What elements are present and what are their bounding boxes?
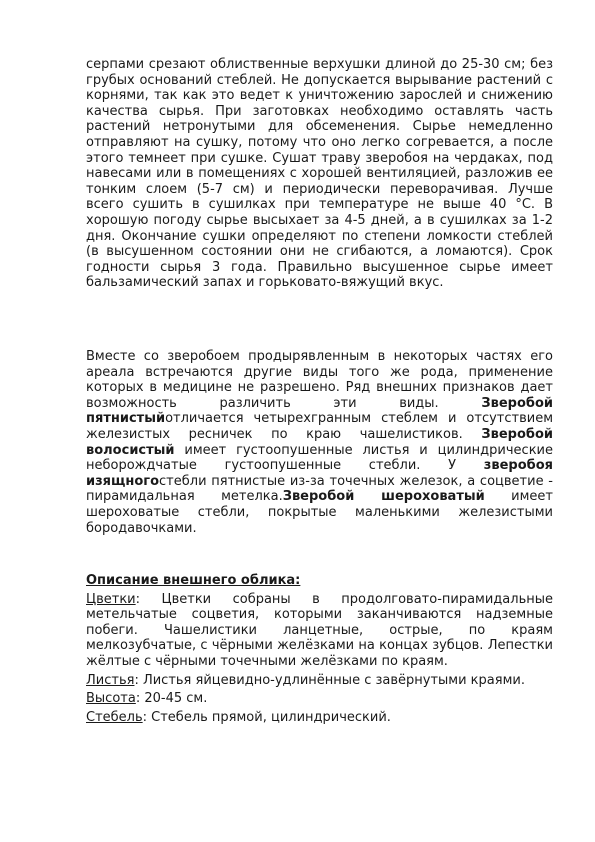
species-name-2: Зверобой волосистый — [86, 426, 553, 458]
species-text-2: имеет густоопушенные листья и цилиндрические неборождчатые густоопушенные стебли. У — [86, 442, 553, 474]
species-text-1: отличается четырехгранным стеблем и отсутствием железистых ресничек по краю чашелистиков. — [86, 411, 553, 442]
species-name-1: Зверобой пятнистый — [86, 395, 553, 427]
paragraph-harvesting — [86, 57, 553, 291]
leaves-label: Листья — [86, 672, 135, 688]
description-flowers — [86, 592, 553, 670]
species-intro: Вместе со зверобоем продырявленным в некоторых частях его ареала встречаются другие виды того же рода, применение которых в медицине не разрешено. Ряд внешних признаков дает возможность различить эти виды. — [86, 349, 553, 411]
height-label: Высота — [86, 691, 136, 707]
species-text-3: стебли пятнистые из-за точечных железок, а соцветие - пирамидальная метелка. — [86, 473, 553, 505]
description-heading: Описание внешнего облика: — [86, 573, 301, 588]
paragraph-similar-species — [86, 349, 553, 536]
flowers-label: Цветки — [86, 591, 136, 607]
stem-text: : Стебель прямой, цилиндрический. — [142, 709, 391, 725]
flowers-text: : Цветки собраны в продолговато-пирамидальные метельчатые соцветия, которыми заканчиваются надземные побеги. Чашелистики ланцетные, острые, по краям мелкозубчатые, с чёрными желёзками на концах зубцов. Лепестки жёлтые с чёрными точечными желёзками по краям. — [86, 591, 553, 669]
species-text-4: имеет шероховатые стебли, покрытые маленькими железистыми бородавочками. — [86, 489, 553, 536]
description-section — [86, 573, 553, 728]
stem-label: Стебель — [86, 709, 143, 725]
species-name-4: Зверобой шероховатый — [282, 489, 485, 505]
paragraph-harvesting-text: серпами срезают облиственные верхушки длиной до 25-30 см; без грубых оснований стеблей. Не допускается вырывание растений с корнями, так как это ведет к уничтожению зарослей и снижению качества сырья. При заготовках необходимо оставлять часть растений нетронутыми для обсеменения. Сырье немедленно отправляют на сушку, потому что оно легко согревается, а после этого темнеет при сушке. Сушат траву зверобоя на чердаках, под навесами или в помещениях с хорошей вентиляцией, разложив ее тонким слоем (5-7 см) и периодически переворачивая. Лучше всего сушить в сушилках при температуре не выше 40 °С. В хорошую погоду сырье высыхает за 4-5 дней, а в сушилках за 1-2 дня. Окончание сушки определяют по степени ломкости стеблей (в высушенном состоянии они не сгибаются, а ломаются). Срок годности сырья 3 года. Правильно высушенное сырье имеет бальзамический запах и горьковато-вяжущий вкус. — [86, 57, 553, 291]
description-stem — [86, 710, 553, 726]
height-text: : 20-45 см. — [135, 691, 208, 707]
leaves-text: : Листья яйцевидно-удлинённые с завёрнутыми краями. — [134, 672, 525, 688]
paragraph-species-text — [86, 349, 553, 536]
species-name-3: зверобоя изящного — [86, 458, 553, 489]
description-leaves — [86, 673, 553, 689]
description-height — [86, 691, 553, 707]
